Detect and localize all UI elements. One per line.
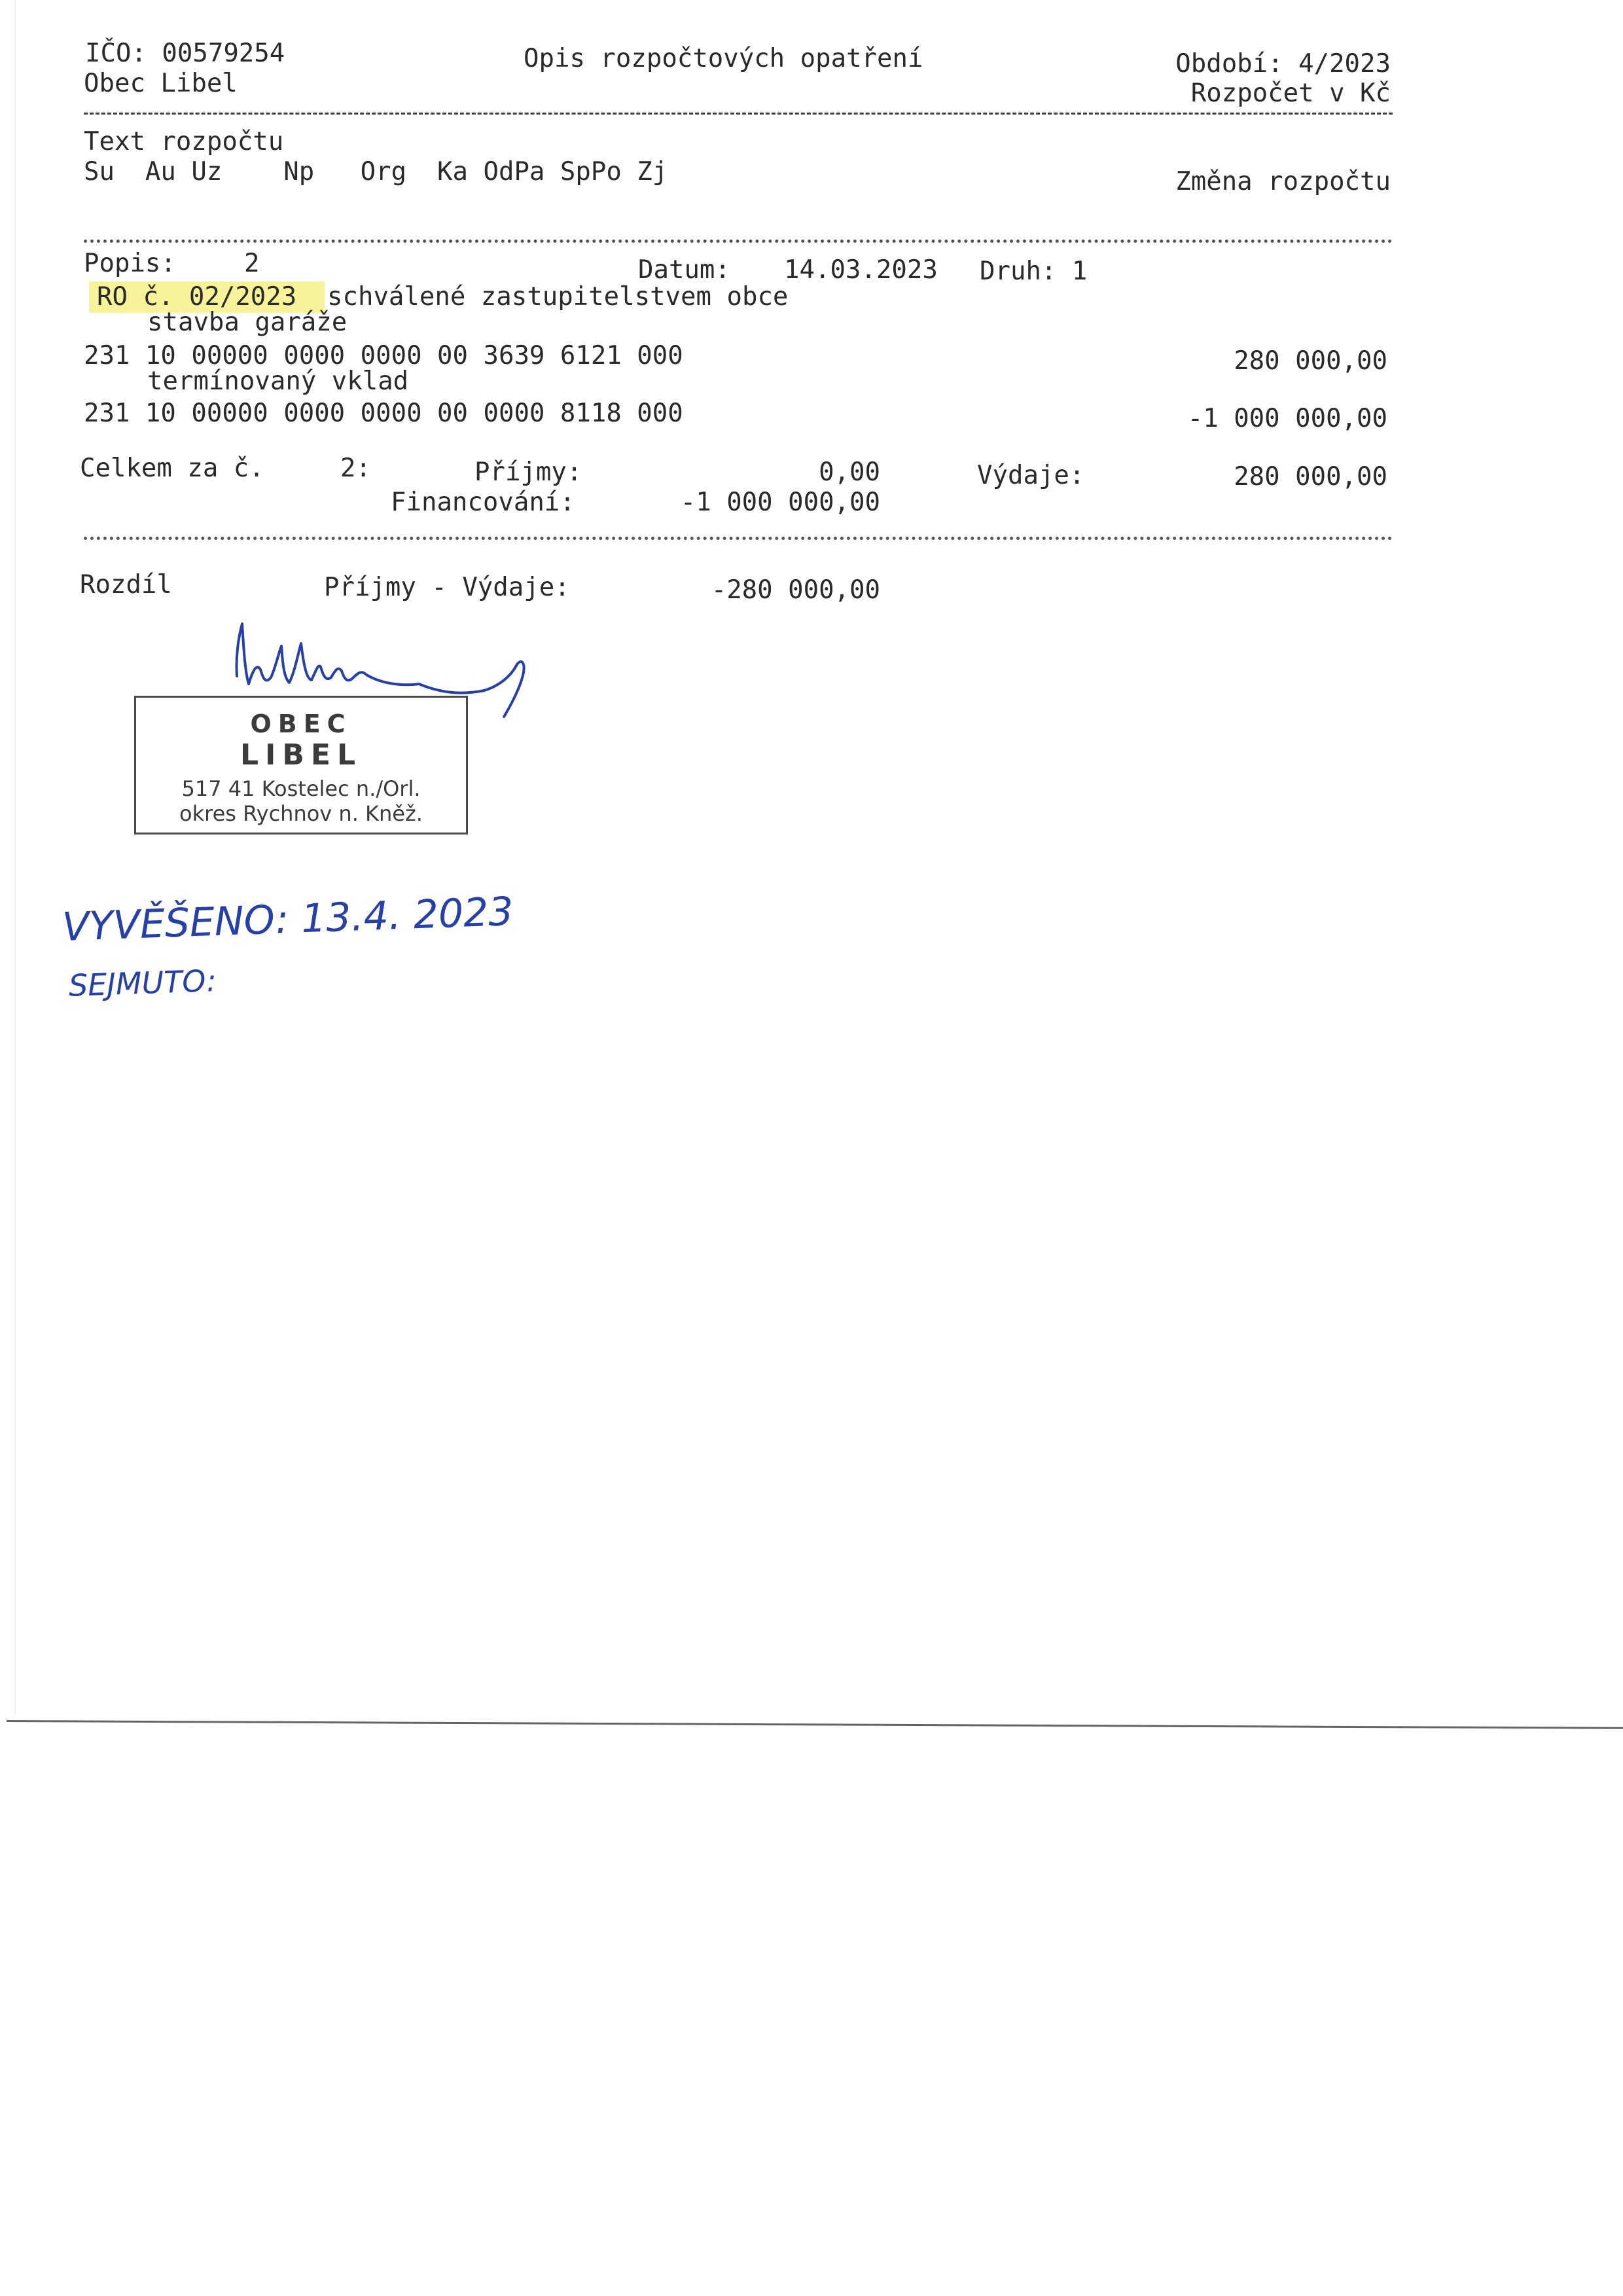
vydaje-label: Výdaje:: [977, 461, 1085, 490]
row-code: 231 10 00000 0000 0000 00 3639 6121 000: [84, 341, 683, 370]
row-desc: stavba garáže: [147, 308, 348, 337]
handwritten-vyveseno: VYVĚŠENO: 13.4. 2023: [61, 888, 514, 951]
obdobi: Období: 4/2023: [1175, 49, 1391, 79]
datum-label: Datum:: [638, 255, 730, 285]
row-amount: -1 000 000,00: [1187, 404, 1387, 433]
rozdil-formula: Příjmy - Výdaje:: [324, 573, 570, 602]
popis-number: 2: [244, 249, 260, 278]
text-rozpoctu-label: Text rozpočtu: [84, 127, 284, 156]
financovani-value: -1 000 000,00: [680, 488, 880, 517]
stamp-line: OBEC: [250, 709, 352, 738]
vydaje-value: 280 000,00: [1234, 462, 1387, 492]
row-desc: termínovaný vklad: [147, 367, 409, 396]
stamp-line: okres Rychnov n. Kněž.: [179, 801, 423, 826]
celkem-label: Celkem za č.: [80, 454, 264, 483]
handwritten-sejmuto: SEJMUTO:: [68, 963, 217, 1003]
column-codes: Su Au Uz Np Org Ka OdPa SpPo Zj: [84, 157, 668, 187]
ro-text: schválené zastupitelstvem obce: [327, 282, 789, 312]
ro-number: RO č. 02/2023: [97, 282, 297, 312]
stamp-line: 517 41 Kostelec n./Orl.: [181, 776, 421, 801]
rozdil-value: -280 000,00: [711, 575, 880, 605]
zmena-rozpoctu-label: Změna rozpočtu: [1175, 167, 1391, 196]
obec-name: Obec Libel: [84, 69, 238, 98]
dotted-divider-bottom: [84, 537, 1393, 540]
prijmy-label: Příjmy:: [474, 457, 582, 487]
document-title: Opis rozpočtových opatření: [524, 44, 923, 73]
rozpocet-unit: Rozpočet v Kč: [1190, 79, 1391, 108]
row-code: 231 10 00000 0000 0000 00 0000 8118 000: [84, 399, 683, 428]
druh: Druh: 1: [980, 257, 1088, 286]
ico: IČO: 00579254: [85, 39, 285, 68]
scan-edge: [14, 0, 16, 1715]
datum-value: 14.03.2023: [784, 255, 938, 285]
row-amount: 280 000,00: [1234, 346, 1387, 376]
celkem-number: 2:: [340, 454, 371, 483]
popis-label: Popis:: [84, 249, 176, 278]
prijmy-value: 0,00: [819, 457, 880, 487]
dotted-divider-top: [84, 240, 1393, 243]
rozdil-label: Rozdíl: [80, 570, 172, 600]
municipal-stamp: [134, 696, 468, 834]
financovani-label: Financování:: [391, 488, 575, 517]
header-divider: [84, 113, 1393, 115]
page-bottom-edge: [7, 1720, 1623, 1729]
stamp-line: LIBEL: [240, 738, 363, 772]
